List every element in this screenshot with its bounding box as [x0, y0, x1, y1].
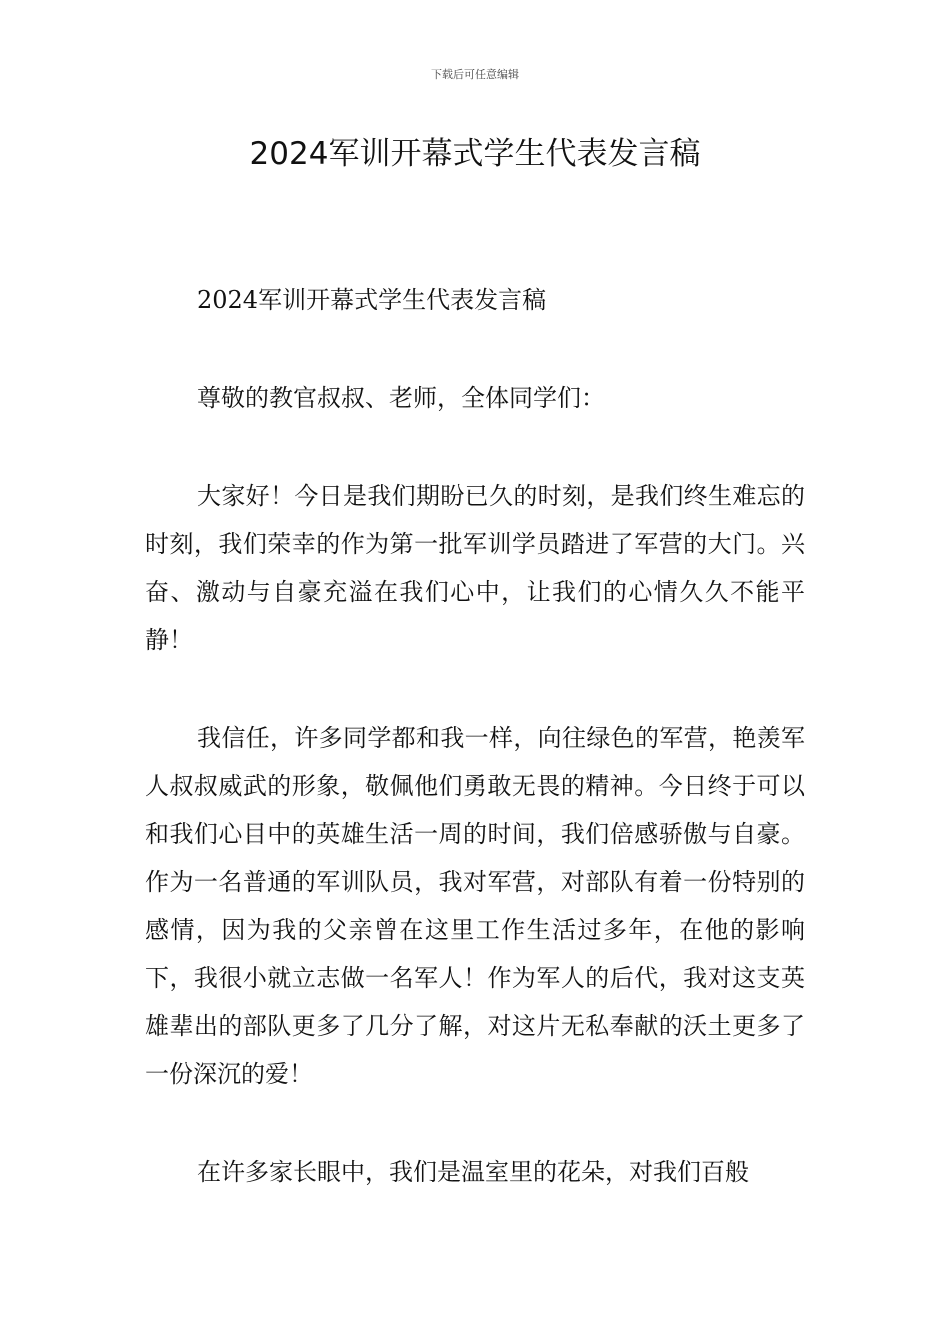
paragraph: 我信任，许多同学都和我一样，向往绿色的军营，艳羡军人叔叔威武的形象，敬佩他们勇敢无畏的精神。今日终于可以和我们心目中的英雄生活一周的时间，我们倍感骄傲与自豪。作为一名普通的军训队员，我对军营，对部队有着一份特别的感情，因为我的父亲曾在这里工作生活过多年，在他的影响下，我很小就立志做一名军人！作为军人的后代，我对这支英雄辈出的部队更多了几分了解，对这片无私奉献的沃土更多了一份深沉的爱！	[145, 724, 805, 1088]
paragraph-salutation: 尊敬的教官叔叔、老师，全体同学们：	[197, 384, 605, 412]
paragraph-heading: 2024军训开幕式学生代表发言稿	[197, 286, 547, 314]
document-title: 2024军训开幕式学生代表发言稿	[249, 136, 701, 172]
paragraph: 大家好！今日是我们期盼已久的时刻，是我们终生难忘的时刻，我们荣幸的作为第一批军训学员踏进了军营的大门。兴奋、激动与自豪充溢在我们心中，让我们的心情久久不能平静！	[145, 482, 805, 654]
paragraph: 在许多家长眼中，我们是温室里的花朵，对我们百般	[197, 1158, 749, 1186]
header-note: 下载后可任意编辑	[431, 68, 519, 81]
document-body	[145, 276, 805, 1246]
